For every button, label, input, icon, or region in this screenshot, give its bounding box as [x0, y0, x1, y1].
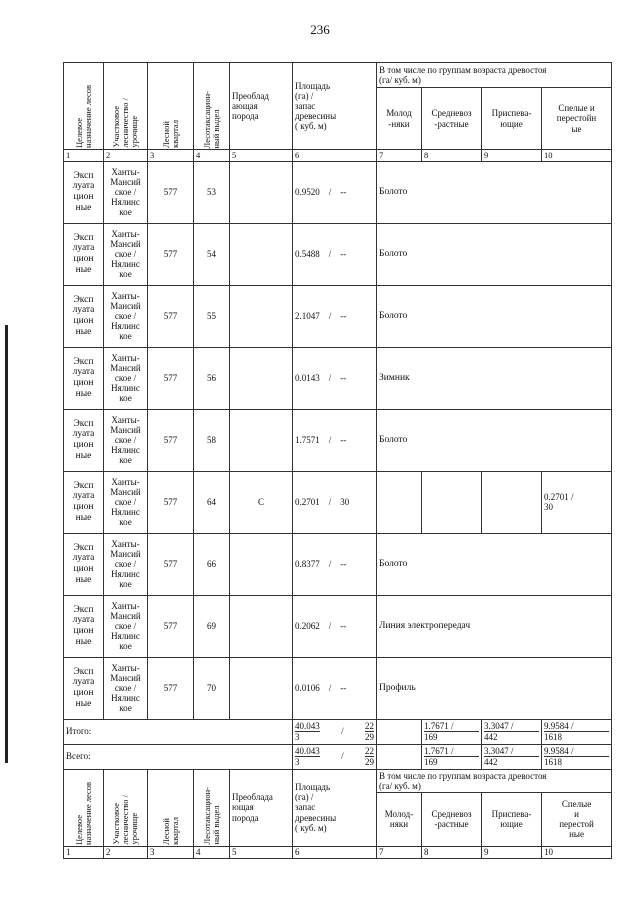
table-row: Эксп луата цион ные Ханты- Мансий ское / Нялинс кое 577 64 С 0.2701 / 30 0.2701 / 30 [64, 471, 612, 533]
header-repeat-species: Преоблада ющая порода [230, 769, 293, 846]
grand-total-age-young [377, 744, 422, 769]
header-purpose: Целевое назначение лесов [64, 63, 104, 150]
total-age-young [377, 719, 422, 744]
row-note: Болото [377, 161, 612, 223]
row-note: Болото [377, 409, 612, 471]
grand-total-age-premature: 3.3047 / 442 [482, 744, 542, 769]
header-tract: Участковое лесничество / урочище [104, 63, 148, 150]
header-repeat-plot: Лесотаксацион- ный выдел [194, 769, 230, 846]
header-area: Площадь (га) / запас древесины ( куб. м) [293, 63, 377, 150]
area-cell: 1.7571 / -- [293, 409, 377, 471]
area-cell: 0.0106 / -- [293, 657, 377, 719]
row-note: Линия электропередач [377, 595, 612, 657]
header-repeat-age-group: В том числе по группам возраста древостоя (га/ куб. м) [377, 769, 612, 792]
total-age-middle: 1.7671 / 169 [422, 719, 482, 744]
table-totals [64, 719, 612, 769]
table-row: Эксп луата цион ные Ханты- Мансий ское / Нялинс кое 577 66 0.8377 / -- Болото [64, 533, 612, 595]
header-repeat-age-premature: Приспева- ющие [482, 792, 542, 846]
forest-table [63, 62, 612, 859]
grand-total-label: Всего: [64, 744, 293, 769]
header-repeat-area: Площадь (га) / запас древесины ( куб. м) [293, 769, 377, 846]
table-body [64, 161, 612, 719]
header-repeat-age-mature: Спелые и перестой ные [542, 792, 612, 846]
total-area: 40.043 3 / 22 29 [293, 719, 377, 744]
table-row: Эксп луата цион ные Ханты- Мансий ское / Нялинс кое 577 70 0.0106 / -- Профиль [64, 657, 612, 719]
area-cell: 2.1047 / -- [293, 285, 377, 347]
row-note: Болото [377, 285, 612, 347]
age-young-cell [377, 471, 422, 533]
header-plot: Лесотаксацион- ный выдел [194, 63, 230, 150]
table-header [64, 63, 612, 162]
header-species: Преоблад ающая порода [230, 63, 293, 150]
species-cell: С [230, 471, 293, 533]
table-row: Эксп луата цион ные Ханты- Мансий ское / Нялинс кое 577 55 2.1047 / -- Болото [64, 285, 612, 347]
table-header-repeat [64, 769, 612, 858]
area-cell: 0.8377 / -- [293, 533, 377, 595]
total-age-premature: 3.3047 / 442 [482, 719, 542, 744]
area-cell: 0.2701 / 30 [293, 471, 377, 533]
area-cell: 0.0143 / -- [293, 347, 377, 409]
row-note: Зимник [377, 347, 612, 409]
age-middle-cell [422, 471, 482, 533]
row-note: Болото [377, 533, 612, 595]
header-repeat-tract: Участковое лесничество / урочище [104, 769, 148, 846]
grand-total-row [64, 744, 612, 769]
header-repeat-purpose: Целевое назначение лесов [64, 769, 104, 846]
header-repeat-age-middle: Средневоз -растные [422, 792, 482, 846]
table-row: Эксп луата цион ные Ханты- Мансий ское / Нялинс кое 577 54 0.5488 / -- Болото [64, 223, 612, 285]
header-age-group: В том числе по группам возраста древостоя (га/ куб. м) [377, 63, 612, 88]
grand-total-area: 40.043 3 / 22 29 [293, 744, 377, 769]
total-row [64, 719, 612, 744]
header-age-middle: Средневоз -растные [422, 88, 482, 150]
table-row: Эксп луата цион ные Ханты- Мансий ское / Нялинс кое 577 56 0.0143 / -- Зимник [64, 347, 612, 409]
page-number: 236 [310, 22, 330, 37]
header-age-premature: Приспева- ющие [482, 88, 542, 150]
age-mature-cell: 0.2701 / 30 [542, 471, 612, 533]
column-numbers-repeat: 1 2 3 4 5 6 7 8 9 10 [64, 846, 612, 858]
header-age-mature: Спелые и перестойн ые [542, 88, 612, 150]
table-row: Эксп луата цион ные Ханты- Мансий ское / Нялинс кое 577 69 0.2062 / -- Линия электропередач [64, 595, 612, 657]
header-repeat-quarter: Лесной квартал [148, 769, 194, 846]
area-cell: 0.5488 / -- [293, 223, 377, 285]
row-note: Болото [377, 223, 612, 285]
column-numbers: 1 2 3 4 5 6 7 8 9 10 [64, 150, 612, 162]
row-note: Профиль [377, 657, 612, 719]
total-age-mature: 9.9584 / 1618 [542, 719, 612, 744]
header-age-young: Молод -няки [377, 88, 422, 150]
header-quarter: Лесной квартал [148, 63, 194, 150]
age-premature-cell [482, 471, 542, 533]
table-row: Эксп луата цион ные Ханты- Мансий ское / Нялинс кое 577 53 0.9520 / -- Болото [64, 161, 612, 223]
margin-bar [5, 325, 8, 763]
grand-total-age-middle: 1.7671 / 169 [422, 744, 482, 769]
grand-total-age-mature: 9.9584 / 1618 [542, 744, 612, 769]
total-label: Итого: [64, 719, 293, 744]
area-cell: 0.9520 / -- [293, 161, 377, 223]
area-cell: 0.2062 / -- [293, 595, 377, 657]
header-repeat-age-young: Молод- няки [377, 792, 422, 846]
table-row: Эксп луата цион ные Ханты- Мансий ское / Нялинс кое 577 58 1.7571 / -- Болото [64, 409, 612, 471]
